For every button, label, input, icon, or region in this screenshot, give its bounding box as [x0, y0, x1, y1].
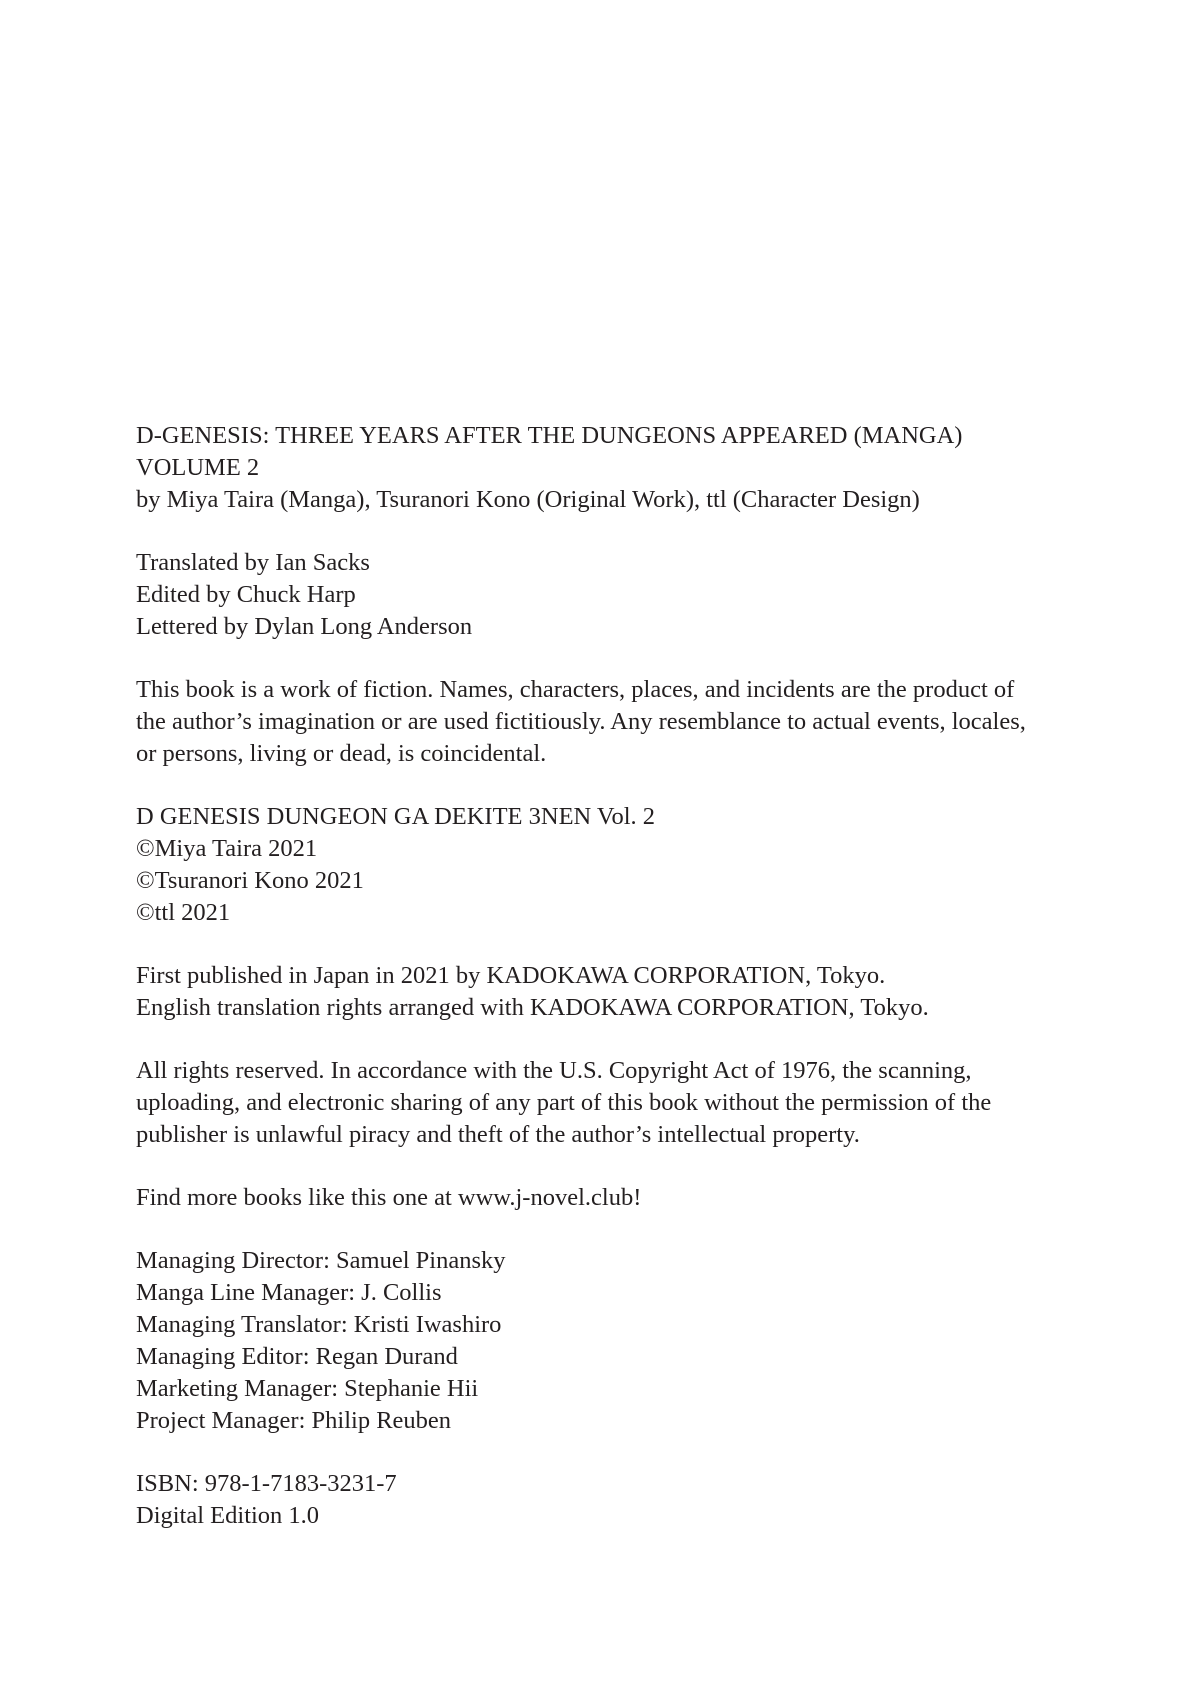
digital-edition: Digital Edition 1.0	[136, 1502, 320, 1529]
promo	[136, 1182, 1136, 1214]
publication-info	[136, 960, 1136, 1024]
edition-info	[136, 1468, 1136, 1532]
original-copyright	[136, 801, 1136, 929]
managing-translator: Managing Translator: Kristi Iwashiro	[136, 1311, 502, 1338]
copyright-text	[136, 420, 1136, 1563]
title-block	[136, 420, 1136, 516]
book-title-line1: D-GENESIS: THREE YEARS AFTER THE DUNGEONS APPEARED (MANGA)	[136, 422, 963, 449]
editor-credit: Edited by Chuck Harp	[136, 581, 356, 608]
project-manager: Project Manager: Philip Reuben	[136, 1407, 452, 1434]
disclaimer-line: the author’s imagination or are used fictitiously. Any resemblance to actual events, locales,	[136, 708, 1026, 735]
marketing-manager: Marketing Manager: Stephanie Hii	[136, 1375, 479, 1402]
staff-credits	[136, 547, 1136, 643]
letterer-credit: Lettered by Dylan Long Anderson	[136, 613, 473, 640]
disclaimer-line: This book is a work of fiction. Names, characters, places, and incidents are the product of	[136, 676, 1015, 703]
disclaimer-line: or persons, living or dead, is coincidental.	[136, 740, 547, 767]
fiction-disclaimer	[136, 674, 1136, 770]
rights-line: All rights reserved. In accordance with the U.S. Copyright Act of 1976, the scanning,	[136, 1057, 972, 1084]
publication-line: English translation rights arranged with KADOKAWA CORPORATION, Tokyo.	[136, 994, 929, 1021]
manga-line-manager: Manga Line Manager: J. Collis	[136, 1279, 442, 1306]
byline: by Miya Taira (Manga), Tsuranori Kono (Original Work), ttl (Character Design)	[136, 486, 920, 513]
copyright-line: ©Miya Taira 2021	[136, 835, 318, 862]
managing-editor: Managing Editor: Regan Durand	[136, 1343, 458, 1370]
management-credits	[136, 1245, 1136, 1437]
managing-director: Managing Director: Samuel Pinansky	[136, 1247, 506, 1274]
copyright-line: ©ttl 2021	[136, 899, 231, 926]
original-title: D GENESIS DUNGEON GA DEKITE 3NEN Vol. 2	[136, 803, 656, 830]
publication-line: First published in Japan in 2021 by KADOKAWA CORPORATION, Tokyo.	[136, 962, 886, 989]
rights-line: publisher is unlawful piracy and theft of the author’s intellectual property.	[136, 1121, 860, 1148]
translator-credit: Translated by Ian Sacks	[136, 549, 370, 576]
rights-notice	[136, 1055, 1136, 1151]
rights-line: uploading, and electronic sharing of any part of this book without the permission of the	[136, 1089, 992, 1116]
isbn: ISBN: 978-1-7183-3231-7	[136, 1470, 397, 1497]
promo-line: Find more books like this one at www.j-novel.club!	[136, 1184, 642, 1211]
copyright-line: ©Tsuranori Kono 2021	[136, 867, 364, 894]
book-title-line2: VOLUME 2	[136, 454, 260, 481]
